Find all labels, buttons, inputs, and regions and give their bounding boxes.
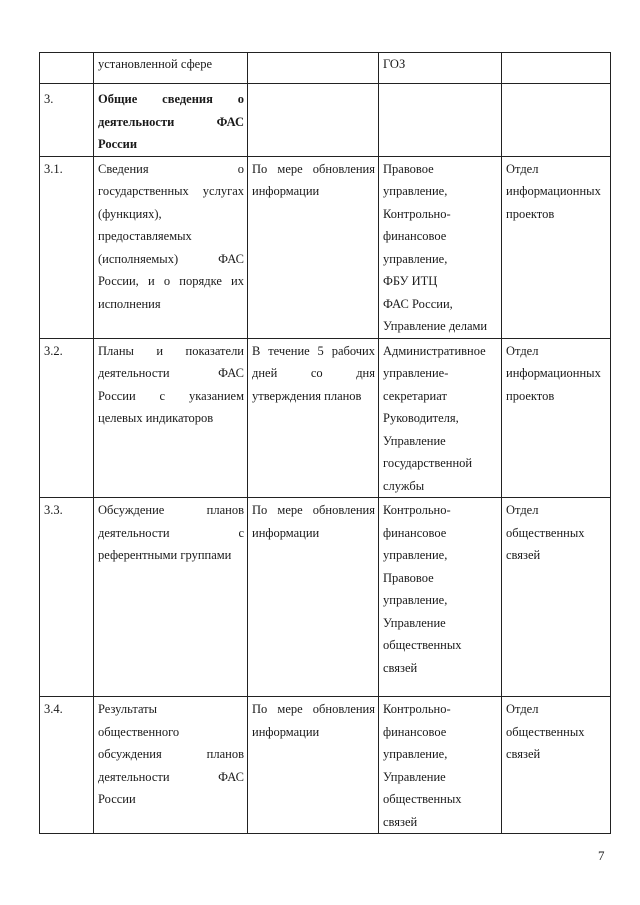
cell-name-line: России (98, 792, 136, 806)
cell-department-line: Отдел (506, 343, 539, 358)
cell-responsible-line: финансовое (383, 229, 447, 243)
cell-name-line: целевых индикаторов (98, 411, 214, 425)
cell-deadline (248, 498, 379, 697)
cell-responsible-line: службы (383, 478, 425, 493)
cell-responsible-line: финансовое (383, 724, 447, 739)
cell-responsible-line: финансовое (383, 525, 447, 540)
section-title-line: России (98, 137, 138, 151)
cell-department-line: информационных (506, 184, 601, 198)
cell-number: 3.2. (40, 338, 94, 498)
table-row (40, 338, 611, 498)
cell-responsible-line: Административное (383, 343, 486, 358)
cell-deadline (248, 156, 379, 338)
table-row (40, 53, 611, 84)
cell-number: 3.4. (40, 697, 94, 834)
cell-responsible-line: Управление (383, 769, 446, 784)
cell-deadline-line: По мере обновления (252, 702, 375, 716)
cell-department-line: Отдел (506, 503, 539, 517)
cell-name-line: Планы и показатели (98, 343, 244, 358)
cell-responsible-line: Правовое (383, 161, 434, 176)
cell-name-line: Результаты (98, 702, 158, 716)
cell-department-line: проектов (506, 388, 555, 403)
cell-responsible-line: управление, (383, 184, 448, 198)
cell-name-line: деятельности ФАС (98, 366, 244, 380)
cell-responsible-line: Руководителя, (383, 411, 459, 425)
cell-name-line: исполнения (98, 296, 161, 311)
section-title-line: деятельности ФАС (98, 114, 244, 129)
cell-deadline-line: информации (252, 724, 320, 739)
cell-responsible-line: управление, (383, 593, 448, 607)
cell-responsible (379, 697, 502, 834)
page-number: 7 (598, 848, 605, 863)
cell-responsible-line: Контрольно- (383, 206, 451, 221)
cell-responsible: ГОЗ (379, 53, 502, 84)
cell-deadline-line: В течение 5 рабочих (252, 343, 375, 358)
cell-responsible-line: Управление (383, 433, 446, 448)
cell-responsible-line: государственной (383, 456, 473, 470)
cell-name: установленной сфере (94, 53, 248, 84)
cell-name-line: (функциях), (98, 206, 162, 221)
cell-name-line: России, и о порядке их (98, 274, 244, 288)
cell-department-line: информационных (506, 366, 601, 380)
cell-name-line: предоставляемых (98, 229, 192, 243)
cell-responsible-line: связей (383, 814, 418, 829)
section-title (94, 84, 248, 157)
cell-responsible-line: ФАС России, (383, 296, 453, 311)
cell-responsible-line: Контрольно- (383, 702, 451, 716)
table-row (40, 697, 611, 834)
cell-responsible-line: Управление (383, 615, 446, 630)
cell-responsible (379, 156, 502, 338)
cell-responsible-line: связей (383, 660, 418, 675)
cell-responsible-line: управление, (383, 747, 448, 761)
cell-responsible (379, 338, 502, 498)
cell-responsible-line: управление- (383, 366, 449, 380)
cell-name-line: деятельности ФАС (98, 769, 244, 784)
cell-deadline-line: По мере обновления (252, 161, 375, 176)
cell-responsible-line: управление, (383, 548, 448, 562)
cell-name-line: Сведения о (98, 161, 244, 176)
cell-name-line: общественного (98, 724, 180, 739)
cell-deadline (248, 338, 379, 498)
cell-number: 3.1. (40, 156, 94, 338)
cell-number: 3.3. (40, 498, 94, 697)
cell-department-line: Отдел (506, 702, 539, 716)
table-row (40, 156, 611, 338)
cell-department-line: Отдел (506, 161, 539, 176)
cell-responsible-line: ФБУ ИТЦ (383, 274, 438, 288)
section-number: 3. (40, 84, 94, 157)
section-row (40, 84, 611, 157)
cell-department (502, 338, 611, 498)
cell-name-line: России с указанием (98, 388, 244, 403)
cell-number (40, 53, 94, 84)
cell-name-line: референтными группами (98, 548, 232, 562)
cell-responsible-line: Правовое (383, 570, 434, 585)
section-title-line: Общие сведения о (98, 92, 244, 106)
cell-deadline (248, 697, 379, 834)
cell-responsible-line: Управление делами (383, 319, 488, 333)
cell-responsible-line: управление, (383, 251, 448, 266)
cell-responsible-line: общественных (383, 638, 462, 652)
cell-department-line: связей (506, 548, 541, 562)
cell-deadline-line: По мере обновления (252, 503, 375, 517)
cell-name (94, 697, 248, 834)
cell-department (502, 697, 611, 834)
cell-responsible-line: Контрольно- (383, 503, 451, 517)
cell-deadline-line: дней со дня (252, 366, 375, 380)
cell-responsible (379, 498, 502, 697)
cell-department-line: общественных (506, 525, 585, 540)
cell-deadline-line: информации (252, 184, 320, 198)
cell-department (502, 53, 611, 84)
cell-name-line: (исполняемых) ФАС (98, 251, 244, 266)
cell-deadline-line: утверждения планов (252, 388, 362, 403)
cell-responsible-line: общественных (383, 792, 462, 806)
cell-deadline-line: информации (252, 525, 320, 540)
cell-name (94, 156, 248, 338)
table-row (40, 498, 611, 697)
cell-department-line: проектов (506, 206, 555, 221)
cell-responsible-line: секретариат (383, 388, 447, 403)
cell-deadline (248, 53, 379, 84)
cell-department-line: связей (506, 747, 541, 761)
document-table (39, 52, 611, 834)
cell-name (94, 498, 248, 697)
cell-name-line: Обсуждение планов (98, 503, 244, 517)
cell-department-line: общественных (506, 724, 585, 739)
cell-name-line: государственных услугах (98, 184, 244, 198)
cell-department (502, 156, 611, 338)
cell-department (502, 498, 611, 697)
cell-name-line: деятельности с (98, 525, 244, 540)
cell-name-line: обсуждения планов (98, 747, 244, 761)
cell-name (94, 338, 248, 498)
